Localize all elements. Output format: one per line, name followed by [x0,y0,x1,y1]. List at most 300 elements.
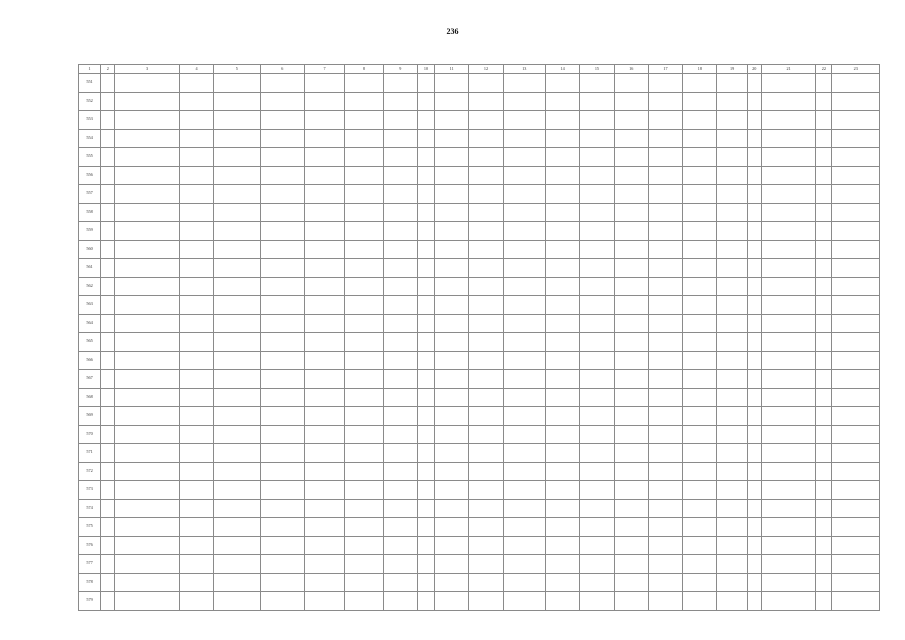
table-cell [435,277,469,296]
table-row [79,314,880,333]
table-cell [832,148,880,167]
table-cell [214,277,260,296]
table-cell [345,444,383,463]
table-cell [179,74,213,93]
table-cell [717,259,747,278]
table-cell: 577 [79,555,101,574]
table-cell [816,166,832,185]
table-cell [304,203,344,222]
table-cell [345,74,383,93]
table-cell [545,148,579,167]
table-cell [580,573,614,592]
table-cell [435,333,469,352]
table-row [79,259,880,278]
table-row [79,277,880,296]
table-cell [345,481,383,500]
table-row [79,129,880,148]
table-cell [383,92,417,111]
table-cell [179,203,213,222]
table-cell [580,222,614,241]
table-cell [816,499,832,518]
table-cell [435,555,469,574]
table-cell [469,444,503,463]
table-cell [503,481,545,500]
table-cell [832,222,880,241]
table-cell [260,444,304,463]
table-cell [683,240,717,259]
table-cell [469,111,503,130]
table-cell [214,462,260,481]
table-cell [832,111,880,130]
table-cell [580,148,614,167]
table-cell [383,444,417,463]
table-cell: 567 [79,370,101,389]
table-cell [214,222,260,241]
table-cell [832,74,880,93]
table-cell [179,536,213,555]
table-cell [761,259,815,278]
address-cell [115,74,180,93]
table-cell [417,240,434,259]
table-cell [260,259,304,278]
table-cell [683,92,717,111]
table-cell [683,573,717,592]
table-row [79,333,880,352]
table-cell [304,296,344,315]
table-cell [417,185,434,204]
table-cell [580,462,614,481]
table-cell [580,203,614,222]
table-cell [648,518,682,537]
table-cell [101,296,115,315]
table-cell [648,222,682,241]
table-cell [717,333,747,352]
table-cell [383,222,417,241]
table-cell [648,499,682,518]
table-cell [545,499,579,518]
table-cell [214,333,260,352]
table-cell [816,203,832,222]
table-cell [469,129,503,148]
table-cell: 552 [79,92,101,111]
table-cell [435,240,469,259]
table-cell [545,462,579,481]
table-cell [417,481,434,500]
table-cell [383,74,417,93]
table-cell [260,481,304,500]
table-cell [383,277,417,296]
table-cell [614,388,648,407]
table-cell [580,333,614,352]
table-cell [383,111,417,130]
table-cell [717,370,747,389]
table-cell [832,481,880,500]
table-cell [469,518,503,537]
table-cell [747,425,761,444]
address-cell [115,388,180,407]
column-header: 11 [435,65,469,74]
table-cell [545,518,579,537]
table-cell [179,333,213,352]
table-cell [545,92,579,111]
table-cell [469,592,503,611]
table-cell [614,370,648,389]
table-cell [747,370,761,389]
table-cell [417,425,434,444]
table-cell [832,166,880,185]
table-cell [747,296,761,315]
table-cell [435,592,469,611]
table-cell [101,573,115,592]
table-row [79,222,880,241]
table-cell [435,370,469,389]
table-cell [214,370,260,389]
table-cell [260,166,304,185]
address-cell [115,518,180,537]
table-cell [503,222,545,241]
column-header: 17 [648,65,682,74]
table-cell [503,592,545,611]
column-header: 23 [832,65,880,74]
table-cell [383,499,417,518]
table-cell [345,407,383,426]
table-cell: 570 [79,425,101,444]
table-cell [101,148,115,167]
table-cell [832,425,880,444]
table-cell: 554 [79,129,101,148]
table-cell [417,444,434,463]
table-cell [832,333,880,352]
table-row [79,240,880,259]
table-cell [435,499,469,518]
address-cell [115,407,180,426]
table-cell [345,388,383,407]
table-cell [545,296,579,315]
table-row [79,185,880,204]
table-cell [101,481,115,500]
table-cell [761,407,815,426]
table-cell [101,388,115,407]
table-cell [179,388,213,407]
table-cell [503,74,545,93]
table-row [79,74,880,93]
table-cell [469,462,503,481]
column-header: 14 [545,65,579,74]
table-cell [717,518,747,537]
table-cell [345,166,383,185]
table-cell [503,518,545,537]
table-cell [580,407,614,426]
column-header: 8 [345,65,383,74]
table-cell [435,573,469,592]
table-cell [761,499,815,518]
table-cell [648,481,682,500]
table-cell [816,222,832,241]
table-row [79,296,880,315]
address-cell [115,499,180,518]
table-cell [648,314,682,333]
table-cell [747,481,761,500]
table-cell [614,129,648,148]
table-cell [469,351,503,370]
table-cell [383,370,417,389]
table-cell [503,240,545,259]
address-cell [115,92,180,111]
table-cell [469,499,503,518]
table-cell [260,518,304,537]
table-cell [816,314,832,333]
table-cell [214,536,260,555]
table-cell: 551 [79,74,101,93]
table-cell [545,333,579,352]
table-cell [304,148,344,167]
table-cell [383,148,417,167]
table-cell [580,240,614,259]
table-cell [417,259,434,278]
table-cell [304,259,344,278]
table-cell [832,129,880,148]
column-header: 12 [469,65,503,74]
table-cell [435,314,469,333]
table-cell [580,166,614,185]
table-cell [417,333,434,352]
table-cell [260,129,304,148]
table-cell [469,333,503,352]
table-cell: 568 [79,388,101,407]
table-cell [304,388,344,407]
table-cell [179,314,213,333]
table-cell [683,592,717,611]
table-row [79,148,880,167]
table-cell [648,555,682,574]
table-cell [469,148,503,167]
address-cell [115,462,180,481]
table-cell [304,592,344,611]
table-row [79,370,880,389]
table-cell [345,536,383,555]
table-cell [383,259,417,278]
table-cell [101,425,115,444]
table-cell [383,314,417,333]
table-cell [580,444,614,463]
table-row [79,407,880,426]
table-cell [260,111,304,130]
table-cell [304,333,344,352]
table-cell [304,92,344,111]
table-cell [383,518,417,537]
table-cell [101,444,115,463]
table-cell [816,388,832,407]
table-cell [304,555,344,574]
table-cell [761,555,815,574]
table-cell [417,203,434,222]
table-cell [580,74,614,93]
table-cell [469,222,503,241]
table-cell [304,536,344,555]
table-cell [260,148,304,167]
table-cell [345,92,383,111]
table-cell [214,166,260,185]
table-cell [383,185,417,204]
table-cell [435,222,469,241]
table-cell [816,148,832,167]
table-cell [545,240,579,259]
table-cell [717,240,747,259]
table-cell [383,333,417,352]
table-cell [545,314,579,333]
table-cell [503,444,545,463]
table-cell [503,555,545,574]
table-cell [747,499,761,518]
table-cell [214,351,260,370]
table-cell [417,592,434,611]
table-cell: 560 [79,240,101,259]
table-cell [580,425,614,444]
table-cell [214,388,260,407]
table-cell [683,481,717,500]
column-header: 19 [717,65,747,74]
table-cell [179,592,213,611]
table-cell [816,240,832,259]
table-cell [747,92,761,111]
table-row [79,555,880,574]
table-cell [648,129,682,148]
table-row [79,444,880,463]
table-row [79,592,880,611]
table-cell [717,536,747,555]
address-cell [115,111,180,130]
table-cell [214,148,260,167]
table-cell [304,499,344,518]
address-cell [115,148,180,167]
table-cell [761,240,815,259]
table-cell [179,481,213,500]
table-cell [614,425,648,444]
table-cell [747,277,761,296]
table-cell [179,499,213,518]
table-cell [260,92,304,111]
table-cell [503,314,545,333]
table-cell [383,462,417,481]
table-cell [683,203,717,222]
table-cell [469,166,503,185]
table-cell [717,425,747,444]
table-cell [816,185,832,204]
address-cell [115,166,180,185]
table-cell [417,518,434,537]
table-cell [648,74,682,93]
table-cell [832,296,880,315]
table-cell [614,296,648,315]
table-cell [761,166,815,185]
table-cell [648,592,682,611]
table-cell [717,444,747,463]
table-cell [747,314,761,333]
column-header: 10 [417,65,434,74]
table-cell [345,277,383,296]
table-cell [417,555,434,574]
table-cell [417,129,434,148]
table-cell [214,314,260,333]
table-cell: 564 [79,314,101,333]
table-cell [469,277,503,296]
column-header: 20 [747,65,761,74]
table-cell [747,536,761,555]
table-cell [614,111,648,130]
table-cell [648,333,682,352]
table-cell [417,111,434,130]
table-cell [435,92,469,111]
column-header: 2 [101,65,115,74]
table-cell [580,351,614,370]
table-cell [503,259,545,278]
table-cell [816,462,832,481]
table-cell [545,370,579,389]
table-cell [717,351,747,370]
table-cell [683,555,717,574]
table-cell [179,111,213,130]
table-cell [304,518,344,537]
table-cell [832,592,880,611]
table-cell [717,166,747,185]
table-cell [747,573,761,592]
table-cell [747,185,761,204]
data-table [78,64,880,611]
table-cell [260,388,304,407]
table-cell [469,407,503,426]
table-cell [435,518,469,537]
table-cell [545,444,579,463]
table-cell [683,333,717,352]
table-cell [260,425,304,444]
table-cell [832,555,880,574]
table-cell [179,296,213,315]
table-cell [614,203,648,222]
table-cell [816,351,832,370]
table-cell [345,555,383,574]
table-cell [717,277,747,296]
table-cell [345,425,383,444]
column-header: 1 [79,65,101,74]
table-cell [503,148,545,167]
table-cell [832,351,880,370]
table-cell [214,74,260,93]
table-cell [214,111,260,130]
table-cell [214,518,260,537]
table-cell [304,351,344,370]
table-cell [717,462,747,481]
table-cell [614,74,648,93]
table-cell [503,111,545,130]
table-cell [260,240,304,259]
table-cell [469,370,503,389]
table-cell [614,92,648,111]
address-cell [115,185,180,204]
table-cell [304,185,344,204]
table-cell [648,92,682,111]
table-cell [101,592,115,611]
table-cell [435,388,469,407]
table-cell [260,277,304,296]
table-cell [260,74,304,93]
table-cell [580,314,614,333]
table-cell [383,536,417,555]
address-cell [115,240,180,259]
table-cell [683,351,717,370]
table-cell [648,277,682,296]
table-cell [683,222,717,241]
table-row [79,462,880,481]
